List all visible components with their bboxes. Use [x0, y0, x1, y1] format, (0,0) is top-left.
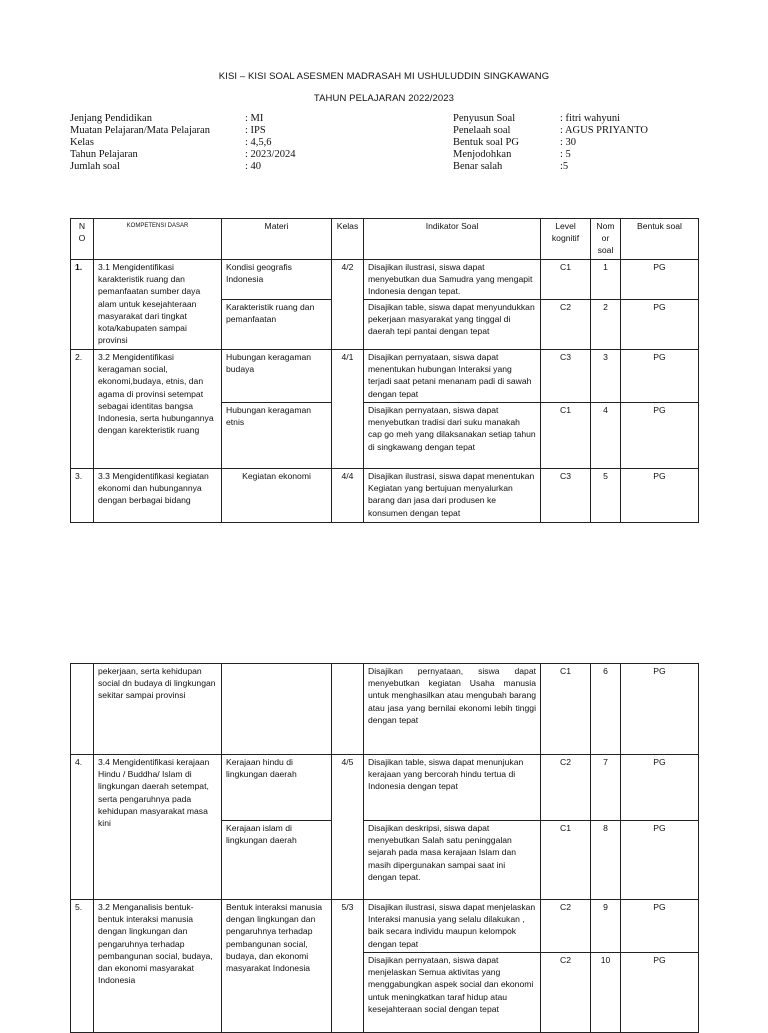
kompetensi-dasar-cell: pekerjaan, serta kehidupan social dn budaya di lingkungan sekitar sampai provinsi [94, 664, 222, 755]
nomor-cell: 10 [591, 953, 621, 1033]
nomor-cell: 5 [591, 469, 621, 523]
level-cell: C2 [541, 300, 591, 350]
nomor-cell: 7 [591, 755, 621, 821]
indikator-cell: Disajikan pernyataan, siswa dapat menjelaskan Semua aktivitas yang menggabungkan aspek social dan ekonomi untuk meningkatkan taraf hidup atau kesejahteraan social dengan tepat [364, 953, 541, 1033]
kelas-cell [332, 664, 364, 755]
indikator-cell: Disajikan pernyataan, siswa dapat menyebutkan kegiatan Usaha manusia untuk menghasilkan atau mengubah barang atau jasa yang bernilai ekonomi lebih tinggi dengan tepat [364, 664, 541, 755]
bentuk-cell: PG [621, 260, 699, 300]
kompetensi-dasar-cell: 3.1 Mengidentifikasi karakteristik ruang dan pemanfaatan sumber daya alam untuk kesejahteraan masyarakat dari tingkat kota/kabupaten sampai provinsi [94, 260, 222, 350]
table-header-row [71, 219, 699, 260]
meta-value: : fitri wahyuni [560, 113, 621, 124]
kompetensi-dasar-cell: 3.3 Mengidentifikasi kegiatan ekonomi dan hubungannya dengan berbagai bidang [94, 469, 222, 523]
kelas-cell: 4/4 [332, 469, 364, 523]
level-cell: C1 [541, 403, 591, 469]
table-row [71, 260, 699, 300]
table-row [71, 900, 699, 953]
meta-value: : 5 [560, 149, 571, 160]
indikator-cell: Disajikan deskripsi, siswa dapat menyebutkan Salah satu peninggalan sejarah pada masa kerajaan Islam dan masih dipergunakan sampai saat ini dengan tepat. [364, 821, 541, 900]
meta-value: : 30 [560, 137, 577, 148]
bentuk-cell: PG [621, 300, 699, 350]
kelas-cell: 4/2 [332, 260, 364, 350]
bentuk-cell: PG [621, 664, 699, 755]
meta-label: Jenjang Pendidikan [70, 113, 152, 124]
materi-cell: Karakteristik ruang dan pemanfaatan [222, 300, 332, 350]
indikator-cell: Disajikan pernyataan, siswa dapat menentukan hubungan Interaksi yang terjadi saat petani menanam padi di sawah dengan tepat [364, 350, 541, 403]
meta-label: Muatan Pelajaran/Mata Pelajaran [70, 125, 210, 136]
meta-value: : AGUS PRIYANTO [560, 125, 648, 136]
bentuk-cell: PG [621, 350, 699, 403]
header-materi: Materi [222, 219, 332, 260]
row-number: 4. [71, 755, 94, 900]
meta-value: :5 [560, 161, 569, 172]
header-nomor: Nom or soal [591, 219, 621, 260]
row-number: 5. [71, 900, 94, 1033]
meta-label: Tahun Pelajaran [70, 149, 138, 160]
kompetensi-dasar-cell: 3.2 Mengidentifikasi keragaman social, ekonomi,budaya, etnis, dan agama di provinsi setempat sebagai identitas bangsa Indonesia, serta hubungannya dengan karekteristik ruang [94, 350, 222, 469]
bentuk-cell: PG [621, 469, 699, 523]
indikator-cell: Disajikan ilustrasi, siswa dapat menentukan Kegiatan yang bertujuan menyalurkan barang dan jasa dari produsen ke konsumen dengan tepat [364, 469, 541, 523]
nomor-cell: 3 [591, 350, 621, 403]
header-bentuk: Bentuk soal [621, 219, 699, 260]
header-kelas: Kelas [332, 219, 364, 260]
bentuk-cell: PG [621, 900, 699, 953]
meta-value: : 2023/2024 [245, 149, 296, 160]
nomor-cell: 2 [591, 300, 621, 350]
materi-cell [222, 664, 332, 755]
meta-label: Bentuk soal PG [453, 137, 519, 148]
level-cell: C1 [541, 821, 591, 900]
table-row [71, 350, 699, 403]
level-cell: C3 [541, 350, 591, 403]
indikator-cell: Disajikan pernyataan, siswa dapat menyebutkan tradisi dari suku manakah cap go meh yang dilaksanakan setiap tahun di singkawang dengan tepat [364, 403, 541, 469]
kelas-cell: 4/1 [332, 350, 364, 469]
kisi-table-page1 [70, 218, 699, 523]
row-number [71, 664, 94, 755]
level-cell: C3 [541, 469, 591, 523]
level-cell: C2 [541, 953, 591, 1033]
kompetensi-dasar-cell: 3.4 Mengidentifikasi kerajaan Hindu / Buddha/ Islam di lingkungan daerah setempat, serta pengaruhnya pada kehidupan masyarakat masa kini [94, 755, 222, 900]
kisi-table-page2 [70, 663, 699, 1033]
indikator-cell: Disajikan table, siswa dapat menyundukkan pekerjaan masyarakat yang tinggal di daerah tepi pantai dengan tepat [364, 300, 541, 350]
table-row [71, 755, 699, 821]
indikator-cell: Disajikan table, siswa dapat menunjukan kerajaan yang bercorah hindu tertua di Indonesia dengan tepat [364, 755, 541, 821]
kompetensi-dasar-cell: 3.2 Menganalisis bentuk-bentuk interaksi manusia dengan lingkungan dan pengaruhnya terhadap pembangunan social, budaya, dan ekonomi masyarakat Indonesia [94, 900, 222, 1033]
materi-cell: Hubungan keragaman budaya [222, 350, 332, 403]
row-number: 3. [71, 469, 94, 523]
meta-value: : 40 [245, 161, 262, 172]
materi-cell: Bentuk interaksi manusia dengan lingkungan dan pengaruhnya terhadap pembangunan social, budaya, dan ekonomi masyarakat Indonesia [222, 900, 332, 1033]
kelas-cell: 4/5 [332, 755, 364, 900]
nomor-cell: 6 [591, 664, 621, 755]
indikator-cell: Disajikan ilustrasi, siswa dapat menjelaskan Interaksi manusia yang selalu dilakukan , baik secara individu maupun kelompok dengan tepat [364, 900, 541, 953]
bentuk-cell: PG [621, 821, 699, 900]
header-level: Level kognitif [541, 219, 591, 260]
level-cell: C2 [541, 755, 591, 821]
level-cell: C1 [541, 260, 591, 300]
meta-label: Menjodohkan [453, 149, 512, 160]
meta-label: Kelas [70, 137, 94, 148]
indikator-cell: Disajikan ilustrasi, siswa dapat menyebutkan dua Samudra yang mengapit Indonesia dengan tepat. [364, 260, 541, 300]
meta-label: Benar salah [453, 161, 503, 172]
bentuk-cell: PG [621, 403, 699, 469]
meta-label: Penyusun Soal [453, 113, 516, 124]
level-cell: C2 [541, 900, 591, 953]
materi-cell: Hubungan keragaman etnis [222, 403, 332, 469]
meta-value: : MI [245, 113, 264, 124]
bentuk-cell: PG [621, 953, 699, 1033]
materi-cell: Kondisi geografis Indonesia [222, 260, 332, 300]
meta-value: : IPS [245, 125, 266, 136]
nomor-cell: 4 [591, 403, 621, 469]
materi-cell: Kerajaan islam di lingkungan daerah [222, 821, 332, 900]
nomor-cell: 1 [591, 260, 621, 300]
document-title: KISI – KISI SOAL ASESMEN MADRASAH MI USHULUDDIN SINGKAWANG [218, 71, 550, 82]
meta-label: Penelaah soal [453, 125, 511, 136]
nomor-cell: 8 [591, 821, 621, 900]
meta-value: : 4,5,6 [245, 137, 272, 148]
bentuk-cell: PG [621, 755, 699, 821]
row-number: 2. [71, 350, 94, 469]
level-cell: C1 [541, 664, 591, 755]
document-subtitle: TAHUN PELAJARAN 2022/2023 [313, 93, 455, 104]
kelas-cell: 5/3 [332, 900, 364, 1033]
table-row [71, 469, 699, 523]
nomor-cell: 9 [591, 900, 621, 953]
header-indikator: Indikator Soal [364, 219, 541, 260]
header-kompetensi-dasar: KOMPETENSI DASAR [94, 219, 222, 260]
header-no: N O [71, 219, 94, 260]
row-number: 1. [71, 260, 94, 350]
table-row [71, 664, 699, 755]
materi-cell: Kerajaan hindu di lingkungan daerah [222, 755, 332, 821]
meta-label: Jumlah soal [70, 161, 120, 172]
materi-cell: Kegiatan ekonomi [222, 469, 332, 523]
